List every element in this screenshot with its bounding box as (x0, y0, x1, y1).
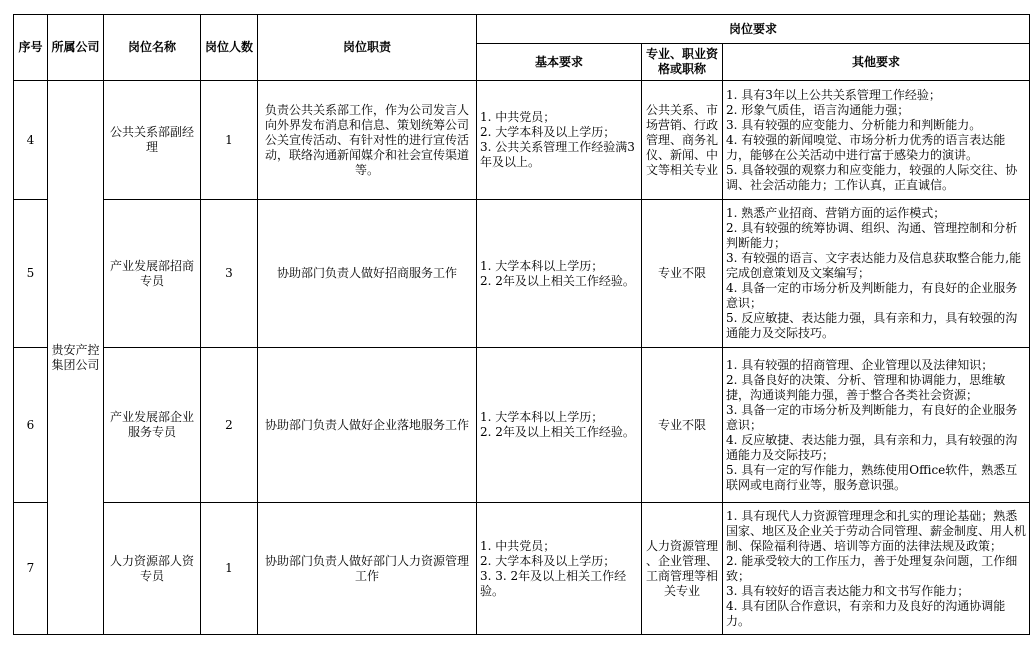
seq-cell (13, 347, 48, 503)
headcount-value: 3 (225, 266, 233, 280)
other-cell (722, 502, 1030, 635)
header-basic (476, 43, 642, 81)
headcount-value: 1 (225, 132, 233, 147)
other-cell (722, 80, 1030, 200)
header-other (722, 43, 1030, 81)
table-row (0, 347, 1035, 503)
headcount-value: 2 (225, 417, 233, 432)
company-name: 贵安产控集团公司 (51, 342, 100, 372)
headcount-cell (200, 502, 258, 635)
major-value: 专业不限 (657, 417, 706, 432)
seq-value: 4 (26, 132, 35, 147)
basic-value: 1. 中共党员； 2. 大学本科及以上学历； 3. 3. 2年及以上相关工作经验。 (480, 538, 627, 598)
header-seq (13, 14, 48, 81)
header-duties-label: 岗位职责 (342, 40, 391, 54)
header-headcount (200, 14, 258, 81)
header-basic-label: 基本要求 (534, 54, 583, 69)
duties-cell (257, 502, 477, 635)
headcount-cell (200, 199, 258, 348)
header-headcount-label: 岗位人数 (204, 40, 253, 54)
duties-cell (257, 80, 477, 200)
major-cell (641, 502, 723, 635)
seq-cell (13, 80, 48, 200)
position-value: 产业发展部招商专员 (109, 258, 194, 288)
header-major (641, 43, 723, 81)
seq-value: 7 (26, 561, 35, 575)
header-major-label: 专业、职业资格或职称 (645, 47, 718, 76)
seq-value: 6 (26, 417, 35, 432)
header-requirements (476, 14, 1030, 44)
major-cell (641, 347, 723, 503)
major-cell (641, 80, 723, 200)
header-other-label: 其他要求 (851, 54, 900, 69)
headcount-cell (200, 80, 258, 200)
other-value: 1. 熟悉产业招商、营销方面的运作模式； 2. 具有较强的统筹协调、组织、沟通、管理控制和分析判断能力； 3. 有较强的语言、文字表达能力及信息获取整合能力,能完成创意策划及文案编写； 4. 具备一定的市场分析及判断能力，有良好的企业服务意识； 5. 反应敏捷、表达能力强，具有亲和力，具有较强的沟通能力及交际技巧。 (726, 206, 1022, 340)
duties-value: 负责公共关系部工作，作为公司发言人向外界发布消息和信息、策划统筹公司公关宣传活动、有针对性的进行宣传活动，联络沟通新闻媒介和社会宣传渠道等。 (264, 102, 469, 177)
major-value: 专业不限 (657, 266, 706, 280)
duties-cell (257, 199, 477, 348)
headcount-value: 1 (225, 561, 233, 575)
duties-value: 协助部门负责人做好部门人力资源管理工作 (264, 553, 469, 583)
duties-cell (257, 347, 477, 503)
position-cell (103, 347, 201, 503)
major-cell (641, 199, 723, 348)
header-company (47, 14, 104, 81)
headcount-cell (200, 347, 258, 503)
basic-cell (476, 347, 642, 503)
header-requirements-label: 岗位要求 (728, 21, 777, 36)
basic-value: 1. 大学本科以上学历； 2. 2年及以上相关工作经验。 (480, 258, 635, 288)
other-cell (722, 347, 1030, 503)
position-value: 产业发展部企业服务专员 (109, 410, 194, 439)
basic-value: 1. 中共党员； 2. 大学本科及以上学历； 3. 公共关系管理工作经验满3年及以上。 (480, 110, 635, 169)
header-position-label: 岗位名称 (127, 40, 176, 54)
other-value: 1. 具有较强的招商管理、企业管理以及法律知识； 2. 具备良好的决策、分析、管理和协调能力，思维敏捷，沟通谈判能力强，善于整合各类社会资源； 3. 具备一定的市场分析及判断能力，有良好的企业服务意识； 4. 反应敏捷、表达能力强，具有亲和力，具有较强的沟通能力及交际技巧； 5. 具有一定的写作能力，熟练使用Office软件，熟悉互联网或电商行业等，服务意识强。 (726, 357, 1018, 492)
basic-cell (476, 502, 642, 635)
duties-value: 协助部门负责人做好招商服务工作 (276, 266, 457, 280)
other-value: 1. 具有3年以上公共关系管理工作经验； 2. 形象气质佳，语言沟通能力强； 3. 具有较强的应变能力、分析能力和判断能力。 4. 有较强的新闻嗅觉、市场分析力优秀的语言表达能力，能够在公关活动中进行富于感染力的演讲。 5. 具备较强的观察力和应变能力，较强的人际交往、协调、社会活动能力；工作认真，正直诚信。 (726, 87, 1018, 192)
table-row (0, 80, 1035, 200)
header-seq-label: 序号 (18, 40, 43, 54)
other-cell (722, 199, 1030, 348)
header-company-label: 所属公司 (51, 40, 100, 54)
position-cell (103, 80, 201, 200)
header-duties (257, 14, 477, 81)
major-value: 人力资源管理、企业管理、工商管理等相关专业 (645, 538, 718, 598)
basic-cell (476, 80, 642, 200)
seq-value: 5 (26, 266, 35, 280)
other-value: 1. 具有现代人力资源管理理念和扎实的理论基础；熟悉国家、地区及企业关于劳动合同管理、薪金制度、用人机制、保险福利待遇、培训等方面的法律法规及政策； 2. 能承受较大的工作压力，善于处理复杂问题，工作细致； 3. 具有较好的语言表达能力和文书写作能力； 4. 具有团队合作意识，有亲和力及良好的沟通协调能力。 (726, 508, 1027, 628)
position-value: 公共关系部副经理 (109, 125, 194, 154)
position-cell (103, 502, 201, 635)
basic-cell (476, 199, 642, 348)
seq-cell (13, 199, 48, 348)
table-row (0, 502, 1035, 635)
major-value: 公共关系、市场营销、行政管理、商务礼仪、新闻、中文等相关专业 (645, 102, 718, 177)
position-value: 人力资源部人资专员 (109, 553, 194, 583)
duties-value: 协助部门负责人做好企业落地服务工作 (264, 417, 469, 432)
table-row (0, 199, 1035, 348)
basic-value: 1. 大学本科以上学历； 2. 2年及以上相关工作经验。 (480, 410, 635, 439)
position-cell (103, 199, 201, 348)
header-position (103, 14, 201, 81)
seq-cell (13, 502, 48, 635)
